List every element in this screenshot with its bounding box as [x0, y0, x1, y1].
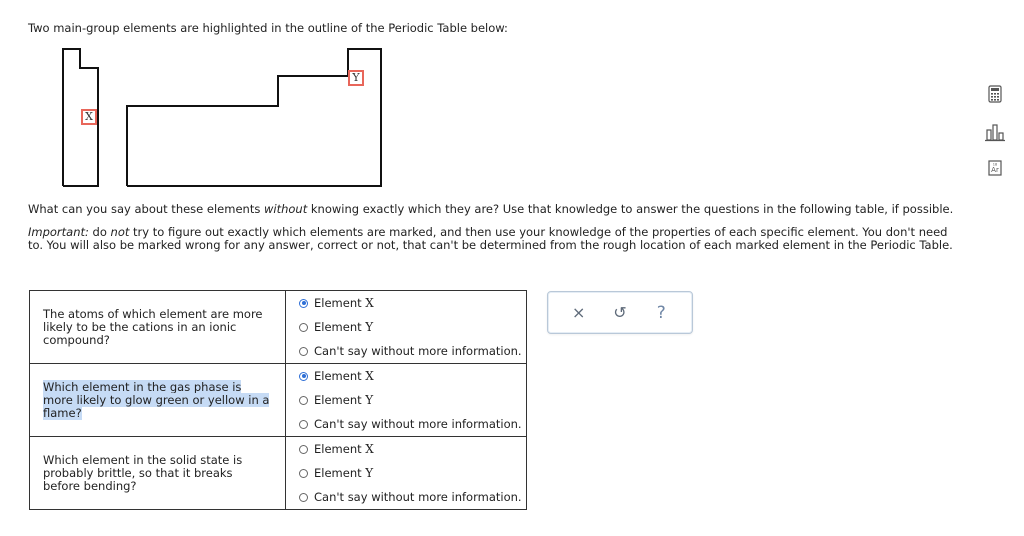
- question-text: What can you say about these elements without knowing exactly which they are? Use that knowledge to answer the questions in the following table, if possible.: [28, 202, 954, 216]
- radio-button[interactable]: [299, 420, 308, 429]
- options-cell: [286, 364, 527, 437]
- options-cell: [286, 437, 527, 510]
- option-element-y[interactable]: Element Y: [286, 315, 526, 339]
- radio-button-selected[interactable]: [299, 299, 308, 308]
- periodic-table-icon[interactable]: [984, 158, 1006, 178]
- question-cell: [30, 291, 286, 364]
- periodic-table-outline: [58, 46, 388, 191]
- calculator-icon[interactable]: [984, 84, 1006, 104]
- radio-button[interactable]: [299, 445, 308, 454]
- important-note: Important: do not try to figure out exactly which elements are marked, and then use your knowledge of the properties of each specific element. You don't need to. You will also be marked wrong for any answer, correct or not, that can't be determined from the rough location of each marked element in the Periodic Table.: [28, 225, 953, 252]
- question-label: Which element in the solid state is probably brittle, so that it breaks before bending?: [43, 452, 243, 493]
- undo-button[interactable]: ↺: [613, 303, 627, 322]
- radio-button[interactable]: [299, 396, 308, 405]
- question-table: [29, 290, 527, 510]
- svg-text:Ar: Ar: [991, 166, 999, 174]
- radio-button[interactable]: [299, 493, 308, 502]
- option-element-x[interactable]: Element X: [286, 437, 526, 461]
- option-element-y[interactable]: Element Y: [286, 461, 526, 485]
- bar-chart-icon[interactable]: [984, 122, 1006, 142]
- question-cell: [30, 437, 286, 510]
- help-button[interactable]: ?: [656, 302, 666, 323]
- answer-toolbox: [547, 291, 693, 334]
- table-row: [30, 437, 527, 510]
- question-cell: [30, 364, 286, 437]
- svg-text:18: 18: [992, 162, 998, 167]
- option-element-x[interactable]: Element X: [286, 364, 526, 388]
- option-cant-say[interactable]: Can't say without more information.: [286, 339, 526, 363]
- table-row: [30, 291, 527, 364]
- intro-text: Two main-group elements are highlighted in the outline of the Periodic Table below:: [28, 21, 508, 35]
- option-cant-say[interactable]: Can't say without more information.: [286, 485, 526, 509]
- question-label: The atoms of which element are more likely to be the cations in an ionic compound?: [43, 306, 263, 347]
- radio-button[interactable]: [299, 469, 308, 478]
- radio-button[interactable]: [299, 323, 308, 332]
- element-y-marker: Y: [348, 70, 364, 86]
- option-cant-say[interactable]: Can't say without more information.: [286, 412, 526, 436]
- option-element-y[interactable]: Element Y: [286, 388, 526, 412]
- element-x-marker: X: [81, 109, 97, 125]
- radio-button-selected[interactable]: [299, 372, 308, 381]
- option-element-x[interactable]: Element X: [286, 291, 526, 315]
- clear-button[interactable]: ×: [571, 303, 586, 322]
- options-cell: [286, 291, 527, 364]
- table-row: [30, 364, 527, 437]
- radio-button[interactable]: [299, 347, 308, 356]
- question-label-highlighted: Which element in the gas phase is more likely to glow green or yellow in a flame?: [43, 379, 270, 420]
- periodic-table-shape: [58, 46, 388, 191]
